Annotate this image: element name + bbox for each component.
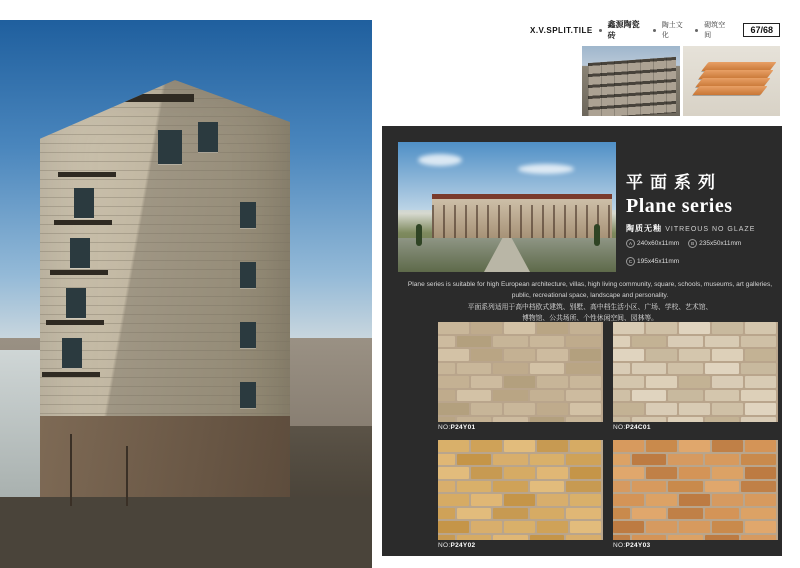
tile-row xyxy=(438,521,603,533)
tile-brick xyxy=(646,322,677,334)
tile-brick xyxy=(471,440,502,452)
tile-brick xyxy=(745,440,776,452)
sample-label-prefix: NO: xyxy=(613,542,626,549)
tile-brick xyxy=(613,508,630,520)
building-base xyxy=(40,416,290,508)
tile-brick xyxy=(457,390,492,402)
tile-brick xyxy=(668,481,703,493)
tile-stack-photo xyxy=(683,46,780,116)
tile-row xyxy=(613,336,778,348)
tile-brick xyxy=(668,454,703,466)
tile-brick xyxy=(438,376,469,388)
tile-brick xyxy=(705,390,740,402)
tile-sample-p24y03 xyxy=(613,440,778,540)
tile-brick xyxy=(712,376,743,388)
tile-brick xyxy=(537,440,568,452)
tile-brick xyxy=(457,454,492,466)
tile-brick xyxy=(613,417,630,423)
tile-row xyxy=(438,322,603,334)
tile-row xyxy=(613,376,778,388)
tile-brick xyxy=(530,363,565,375)
road-region xyxy=(0,497,372,568)
tile-brick xyxy=(613,494,644,506)
sample-label xyxy=(438,542,475,562)
tile-brick xyxy=(745,521,776,533)
tile-brick xyxy=(741,535,776,541)
tile-brick xyxy=(632,508,667,520)
tile-row xyxy=(438,417,603,423)
tile-brick xyxy=(705,363,740,375)
tile-brick xyxy=(613,363,630,375)
tile-sample-p24y01 xyxy=(438,322,603,422)
tile-brick xyxy=(741,417,776,423)
tile-brick xyxy=(745,322,776,334)
tile-brick xyxy=(570,349,601,361)
tile-brick xyxy=(471,376,502,388)
tile-brick xyxy=(493,417,528,423)
tree-icon xyxy=(594,224,600,246)
tile-brick xyxy=(537,403,568,415)
tile-brick xyxy=(438,349,469,361)
tile-brick xyxy=(438,454,455,466)
tile-row xyxy=(613,403,778,415)
tile-brick xyxy=(438,336,455,348)
tile-brick xyxy=(566,454,601,466)
spec-text: 240x60x11mm xyxy=(637,239,680,247)
tile-row xyxy=(613,467,778,479)
tile-brick xyxy=(438,390,455,402)
tile-brick xyxy=(530,454,565,466)
tile-brick xyxy=(613,535,630,541)
tile-brick xyxy=(613,481,630,493)
tile-row xyxy=(438,390,603,402)
title-block xyxy=(626,174,782,266)
tile-row xyxy=(438,508,603,520)
tile-brick xyxy=(537,322,568,334)
tile-brick xyxy=(679,521,710,533)
tile-brick xyxy=(705,535,740,541)
tile-brick xyxy=(712,403,743,415)
tagline-two: 砌筑空间 xyxy=(704,22,726,39)
tile-row xyxy=(613,494,778,506)
tile-row xyxy=(438,454,603,466)
brand-logo: X.V.SPLIT.TILE xyxy=(530,25,593,35)
tile-brick xyxy=(712,494,743,506)
tile-brick xyxy=(570,494,601,506)
spec-item xyxy=(688,239,741,248)
tile-brick xyxy=(679,467,710,479)
separator-dot-icon xyxy=(695,29,698,32)
spec-item xyxy=(626,239,679,248)
tile-brick xyxy=(471,403,502,415)
tile-brick xyxy=(493,535,528,541)
spec-list xyxy=(626,239,782,266)
tile-brick xyxy=(745,403,776,415)
tile-row xyxy=(613,390,778,402)
tile-brick xyxy=(705,508,740,520)
tile-brick xyxy=(668,363,703,375)
tile-brick xyxy=(438,363,455,375)
tile-brick xyxy=(741,481,776,493)
tile-brick xyxy=(668,390,703,402)
tile-brick xyxy=(741,336,776,348)
tile-brick xyxy=(537,521,568,533)
tile-brick xyxy=(632,363,667,375)
tile-row xyxy=(613,521,778,533)
tile-row xyxy=(438,535,603,541)
tile-brick xyxy=(438,417,455,423)
tile-brick xyxy=(646,349,677,361)
tile-brick xyxy=(530,508,565,520)
tile-brick xyxy=(613,454,630,466)
tile-row xyxy=(613,417,778,423)
product-panel xyxy=(382,126,782,556)
tile-row xyxy=(613,454,778,466)
architecture-photo xyxy=(0,20,372,568)
tile-brick xyxy=(570,467,601,479)
tile-row xyxy=(438,349,603,361)
tile-row xyxy=(438,467,603,479)
tile-row xyxy=(613,349,778,361)
tile-brick xyxy=(504,467,535,479)
tile-brick xyxy=(566,336,601,348)
tile-brick xyxy=(457,481,492,493)
tile-row xyxy=(613,508,778,520)
tile-brick xyxy=(632,454,667,466)
tile-row xyxy=(438,336,603,348)
tile-brick xyxy=(646,403,677,415)
tile-brick xyxy=(471,349,502,361)
sample-label-code: P24C01 xyxy=(625,424,651,431)
tile-brick xyxy=(570,440,601,452)
tile-brick xyxy=(537,494,568,506)
tile-row xyxy=(438,376,603,388)
tile-brick xyxy=(632,535,667,541)
cloud-icon xyxy=(518,164,574,174)
tile-brick xyxy=(537,467,568,479)
tile-row xyxy=(438,403,603,415)
tile-brick xyxy=(438,322,469,334)
tree-icon xyxy=(126,446,128,506)
tile-brick xyxy=(741,508,776,520)
tile-brick xyxy=(504,322,535,334)
tile-brick xyxy=(741,454,776,466)
spec-item xyxy=(626,257,679,266)
tile-brick xyxy=(493,390,528,402)
tile-brick xyxy=(438,403,469,415)
top-image-strip xyxy=(582,46,780,116)
tile-brick xyxy=(613,440,644,452)
tile-brick xyxy=(712,349,743,361)
tile-brick xyxy=(530,336,565,348)
sample-label xyxy=(613,542,650,562)
tile-brick xyxy=(504,440,535,452)
tile-brick xyxy=(457,417,492,423)
tile-brick xyxy=(566,481,601,493)
tile-brick xyxy=(566,535,601,541)
tile-brick xyxy=(457,336,492,348)
tile-brick xyxy=(566,390,601,402)
tile-brick xyxy=(745,349,776,361)
tile-row xyxy=(438,363,603,375)
tile-brick xyxy=(504,403,535,415)
cloud-icon xyxy=(418,154,462,166)
series-title-cn: 平面系列 xyxy=(626,173,722,192)
page-number: 67/68 xyxy=(743,23,780,37)
tile-brick xyxy=(438,521,469,533)
sample-label-prefix: NO: xyxy=(438,542,451,549)
tile-brick xyxy=(745,376,776,388)
tile-brick xyxy=(705,417,740,423)
tile-brick xyxy=(438,440,469,452)
size-icon: A xyxy=(626,239,635,248)
tile-brick xyxy=(438,508,455,520)
campus-walkway-photo xyxy=(398,142,616,272)
tile-brick xyxy=(613,322,644,334)
facade-texture xyxy=(588,57,676,116)
series-subtitle-cn: 陶质无釉 xyxy=(626,223,662,233)
tile-brick xyxy=(530,417,565,423)
description-block xyxy=(404,280,776,324)
tile-brick xyxy=(537,349,568,361)
tile-brick xyxy=(613,336,630,348)
tree-icon xyxy=(416,224,422,246)
tile-brick xyxy=(493,336,528,348)
tile-brick xyxy=(570,322,601,334)
tile-brick xyxy=(613,521,644,533)
tile-brick xyxy=(566,363,601,375)
tile-brick xyxy=(741,363,776,375)
tile-brick xyxy=(646,467,677,479)
tile-brick xyxy=(613,376,644,388)
tile-row xyxy=(613,535,778,541)
tile-brick xyxy=(745,494,776,506)
company-name: 鑫源陶瓷砖 xyxy=(607,20,640,40)
tile-brick xyxy=(679,440,710,452)
tile-brick xyxy=(566,508,601,520)
tile-brick xyxy=(566,417,601,423)
tile-brick xyxy=(613,403,644,415)
tile-brick xyxy=(438,481,455,493)
tile-brick xyxy=(471,494,502,506)
tile-brick xyxy=(712,521,743,533)
series-subtitle-en: VITREOUS NO GLAZE xyxy=(665,225,756,233)
tile-brick xyxy=(438,494,469,506)
tile-brick xyxy=(632,390,667,402)
tile-brick xyxy=(471,322,502,334)
description-en: Plane series is suitable for high European architecture, villas, high living community, square, schools, museums, art galleries, public, recreational space, landscape and personality. xyxy=(407,281,773,299)
tile-brick xyxy=(668,336,703,348)
sample-label-code: P24Y02 xyxy=(450,542,476,549)
tile-brick xyxy=(712,322,743,334)
sample-label-prefix: NO: xyxy=(438,424,451,431)
description-cn-line1: 平面系列适用于高中档欧式建筑、别墅、高中档生活小区、广场、学校、艺术馆、 xyxy=(467,303,713,311)
tile-brick xyxy=(537,376,568,388)
page-header xyxy=(530,22,780,38)
size-icon: C xyxy=(626,257,635,266)
tile-brick xyxy=(570,521,601,533)
tile-brick xyxy=(679,494,710,506)
tile-row xyxy=(438,494,603,506)
tile-brick xyxy=(471,521,502,533)
tile-brick xyxy=(712,440,743,452)
tree-icon xyxy=(70,434,72,506)
tile-brick xyxy=(504,376,535,388)
tile-row xyxy=(613,481,778,493)
tile-stack-graphic xyxy=(695,62,769,102)
tile-brick xyxy=(632,417,667,423)
tile-brick xyxy=(493,363,528,375)
tile-brick xyxy=(613,390,630,402)
building-facade-photo xyxy=(582,46,680,116)
tile-brick xyxy=(646,521,677,533)
tile-brick xyxy=(646,494,677,506)
tile-row xyxy=(438,481,603,493)
size-icon: B xyxy=(688,239,697,248)
sample-label-code: P24Y03 xyxy=(625,542,651,549)
tagline-one: 陶土文化 xyxy=(661,22,683,39)
tile-brick xyxy=(613,349,644,361)
sample-label-prefix: NO: xyxy=(613,424,626,431)
tile-brick xyxy=(438,535,455,541)
tile-sample-p24y02 xyxy=(438,440,603,540)
tile-brick xyxy=(493,508,528,520)
description-cn-line2: 博物馆、公共场所、个性休闲空间、园林等。 xyxy=(522,314,658,322)
tile-brick xyxy=(679,349,710,361)
tile-brick xyxy=(668,535,703,541)
tile-row xyxy=(438,440,603,452)
tile-brick xyxy=(504,521,535,533)
tile-brick xyxy=(438,467,469,479)
tile-brick xyxy=(679,376,710,388)
tile-brick xyxy=(705,454,740,466)
tile-brick xyxy=(493,454,528,466)
series-subtitle xyxy=(626,223,782,234)
separator-dot-icon xyxy=(599,29,602,32)
sample-label-code: P24Y01 xyxy=(450,424,476,431)
separator-dot-icon xyxy=(653,29,656,32)
tile-brick xyxy=(530,481,565,493)
tile-brick xyxy=(457,535,492,541)
tile-brick xyxy=(570,376,601,388)
tile-brick xyxy=(646,376,677,388)
tile-brick xyxy=(570,403,601,415)
tile-row xyxy=(613,440,778,452)
series-title-en: Plane series xyxy=(626,194,733,217)
tile-brick xyxy=(679,322,710,334)
tile-brick xyxy=(646,440,677,452)
tile-brick xyxy=(679,403,710,415)
tile-brick xyxy=(457,508,492,520)
tile-brick xyxy=(745,467,776,479)
tile-brick xyxy=(632,336,667,348)
tile-sample-grid xyxy=(438,322,778,548)
tile-brick xyxy=(504,349,535,361)
tile-brick xyxy=(668,417,703,423)
tile-brick xyxy=(632,481,667,493)
tile-sample-p24c01 xyxy=(613,322,778,422)
tile-brick xyxy=(712,467,743,479)
tile-row xyxy=(613,363,778,375)
tile-brick xyxy=(705,481,740,493)
panel-inner xyxy=(390,134,774,548)
tile-brick xyxy=(741,390,776,402)
tile-brick xyxy=(668,508,703,520)
spec-text: 195x45x11mm xyxy=(637,257,680,265)
tile-brick xyxy=(493,481,528,493)
tile-row xyxy=(613,322,778,334)
tile-brick xyxy=(504,494,535,506)
tile-brick xyxy=(530,535,565,541)
tile-brick xyxy=(530,390,565,402)
tile-brick xyxy=(613,467,644,479)
tile-brick xyxy=(471,467,502,479)
tile-brick xyxy=(457,363,492,375)
tile-brick xyxy=(705,336,740,348)
spec-text: 235x50x11mm xyxy=(699,239,742,247)
